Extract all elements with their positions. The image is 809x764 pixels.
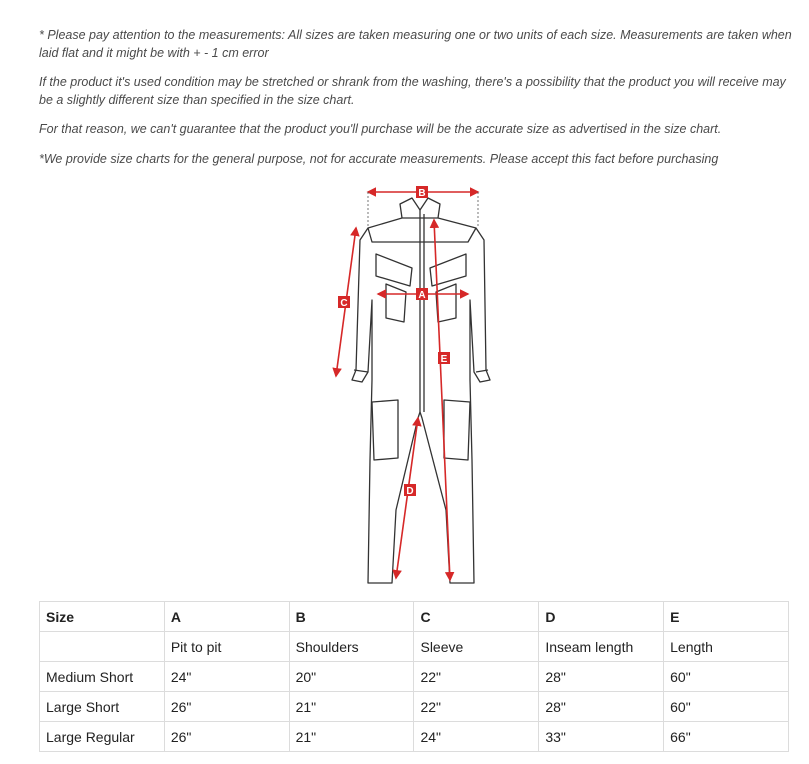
table-cell: 60" <box>664 662 789 692</box>
table-row <box>40 692 789 722</box>
subheader-cell <box>40 632 165 662</box>
label-a: A <box>418 290 426 301</box>
table-cell: Large Regular <box>40 722 165 752</box>
header-cell: A <box>164 602 289 632</box>
table-row <box>40 722 789 752</box>
header-cell: D <box>539 602 664 632</box>
table-cell: 33" <box>539 722 664 752</box>
table-cell: 24" <box>414 722 539 752</box>
table-cell: 60" <box>664 692 789 722</box>
table-cell: 21" <box>289 722 414 752</box>
coverall-measurement-diagram <box>320 180 520 590</box>
table-cell: 66" <box>664 722 789 752</box>
note-general-purpose: *We provide size charts for the general purpose, not for accurate measurements. Please accept this fact before purchasing <box>39 151 719 166</box>
subheader-cell: Shoulders <box>289 632 414 662</box>
header-cell: C <box>414 602 539 632</box>
table-cell: 22" <box>414 692 539 722</box>
subheader-cell: Length <box>664 632 789 662</box>
table-cell: 24" <box>164 662 289 692</box>
label-e: E <box>440 354 448 365</box>
note-no-guarantee: For that reason, we can't guarantee that the product you'll purchase will be the accurate size as advertised in the size chart. <box>39 122 722 136</box>
table-row <box>40 662 789 692</box>
subheader-cell: Inseam length <box>539 632 664 662</box>
header-cell: E <box>664 602 789 632</box>
table-cell: 28" <box>539 692 664 722</box>
table-cell: 21" <box>289 692 414 722</box>
table-cell: 26" <box>164 692 289 722</box>
header-cell: B <box>289 602 414 632</box>
subheader-cell: Pit to pit <box>164 632 289 662</box>
size-chart-table <box>39 601 789 752</box>
coverall-outline <box>352 198 490 583</box>
measurement-notes <box>39 27 799 180</box>
label-c: C <box>340 298 348 309</box>
measurement-marks <box>336 192 478 580</box>
header-cell: Size <box>40 602 165 632</box>
table-cell: 20" <box>289 662 414 692</box>
table-cell: 28" <box>539 662 664 692</box>
label-d: D <box>406 486 414 497</box>
note-measurements: * Please pay attention to the measurements: All sizes are taken measuring one or two units of each size. Measurements are taken when laid flat and it might be with + - 1 cm error <box>39 28 792 60</box>
table-cell: Medium Short <box>40 662 165 692</box>
label-b: B <box>418 188 426 199</box>
table-header-row <box>40 602 789 632</box>
subheader-cell: Sleeve <box>414 632 539 662</box>
table-cell: 22" <box>414 662 539 692</box>
note-used-condition: If the product it's used condition may be stretched or shrank from the washing, there's a possibility that the product you will receive may be a slightly different size than specified in the size chart. <box>39 75 786 107</box>
table-subheader-row <box>40 632 789 662</box>
table-cell: 26" <box>164 722 289 752</box>
table-cell: Large Short <box>40 692 165 722</box>
